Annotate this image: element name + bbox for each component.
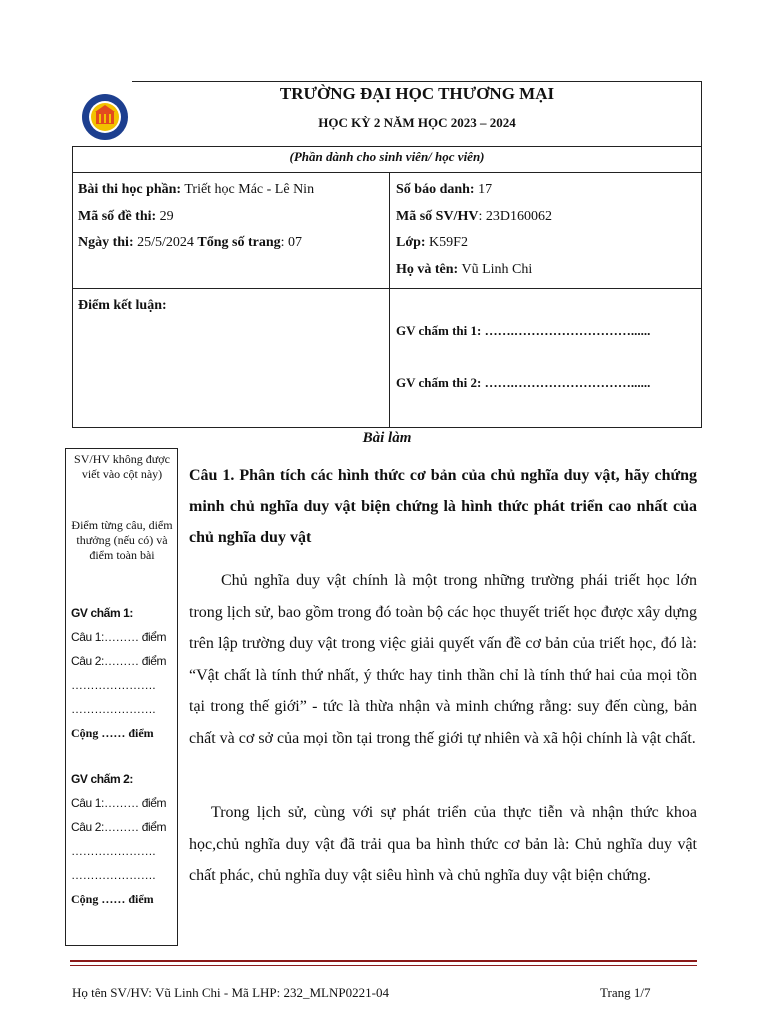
student-info-right: [396, 177, 696, 283]
subject-line: Bài thi học phần: Triết học Mác - Lê Nin: [78, 182, 315, 197]
student-id-line: Mã số SV/HV: 23D160062: [396, 208, 552, 224]
footer-student-info: Họ tên SV/HV: Vũ Linh Chi - Mã LHP: 232_MLNP0221-04: [72, 985, 389, 1000]
date-line: Ngày thi: 25/5/2024 Tổng số trang: 07: [78, 235, 303, 250]
grader-1-title: GV chấm 1:: [71, 606, 134, 620]
table-right-border: [701, 81, 702, 428]
footer-rule-thick: [70, 960, 697, 962]
grader-2-title: GV chấm 2:: [71, 772, 134, 786]
semester-title: HỌC KỲ 2 NĂM HỌC 2023 – 2024: [318, 115, 516, 130]
exam-info-left: [78, 177, 383, 257]
grader-2-question-1: Câu 1:……… điểm: [71, 796, 167, 810]
grader-1-dots-2: ………………….: [71, 702, 156, 716]
grader-2-dots-1: ………………….: [71, 844, 156, 858]
header-top-border: [132, 81, 702, 82]
student-section-note: (Phần dành cho sinh viên/ học viên): [289, 149, 485, 164]
grader-2-dots-2: ………………….: [71, 868, 156, 882]
info-divider: [72, 288, 702, 289]
final-score-label: Điểm kết luận:: [78, 298, 167, 313]
grading-column: [65, 448, 178, 946]
grader-2-line: GV chấm thi 2: …….………………………......: [396, 375, 651, 390]
school-name: TRƯỜNG ĐẠI HỌC THƯƠNG MẠI: [279, 84, 555, 103]
table-bottom-border: [72, 427, 702, 428]
answer-paragraph-1: Chủ nghĩa duy vật chính là một trong những trường phái triết học lớn trong lịch sử, bao gồm trong đó toàn bộ các học thuyết triết học được xây dựng trên lập trường duy vật trong việc giải quyết vấn đề cơ bản của triết học, đó là: “Vật chất là tính thứ nhất, ý thức hay tinh thần chỉ là tính thứ hai của mọi tồn tại trong thế giới” - tức là thừa nhận và minh chứng rằng: suy đến cùng, bản chất và cơ sở của mọi tồn tại trong thế giới tự nhiên và xã hội chính là vật chất.: [189, 572, 697, 747]
question-heading: Câu 1. Phân tích các hình thức cơ bản của chủ nghĩa duy vật, hãy chứng minh chủ nghĩa duy vật biện chứng là hình thức phát triển cao nhất của chủ nghĩa duy vật: [189, 467, 697, 546]
page-number: Trang 1/7: [600, 985, 651, 1000]
exam-code-line: Mã số đề thi: 29: [78, 208, 174, 224]
answer-heading: Bài làm: [362, 430, 412, 446]
header-divider: [72, 146, 702, 147]
name-line: Họ và tên: Vũ Linh Chi: [396, 261, 533, 277]
class-line: Lớp: K59F2: [396, 235, 468, 250]
footer-rule-thin: [70, 965, 697, 966]
table-left-border: [72, 146, 73, 428]
grader-1-question-1: Câu 1:……… điểm: [71, 630, 167, 644]
grading-column-note: SV/HV không được viết vào cột này): [74, 452, 170, 481]
grader-1-dots-1: ………………….: [71, 678, 156, 692]
grader-1-question-2: Câu 2:……… điểm: [71, 654, 167, 668]
grader-2-total: Cộng …… điểm: [71, 892, 154, 906]
university-seal-icon: [78, 92, 132, 142]
grader-1-total: Cộng …… điểm: [71, 726, 154, 740]
note-divider: [72, 172, 702, 173]
answer-paragraph-2: Trong lịch sử, cùng với sự phát triển của thực tiễn và nhận thức khoa học,chủ nghĩa duy vật đã trải qua ba hình thức cơ bản là: Chủ nghĩa duy vật chất phác, chủ nghĩa duy vật siêu hình và chủ nghĩa duy vật biện chứng.: [189, 804, 697, 884]
table-middle-border: [389, 172, 390, 428]
grader-1-line: GV chấm thi 1: …….………………………......: [396, 323, 651, 338]
sbd-line: Số báo danh: 17: [396, 182, 493, 197]
grading-column-description: Điểm từng câu, diểm thưởng (nếu có) và điểm toàn bài: [71, 518, 173, 562]
university-logo: [78, 92, 132, 142]
grader-2-question-2: Câu 2:……… điểm: [71, 820, 167, 834]
